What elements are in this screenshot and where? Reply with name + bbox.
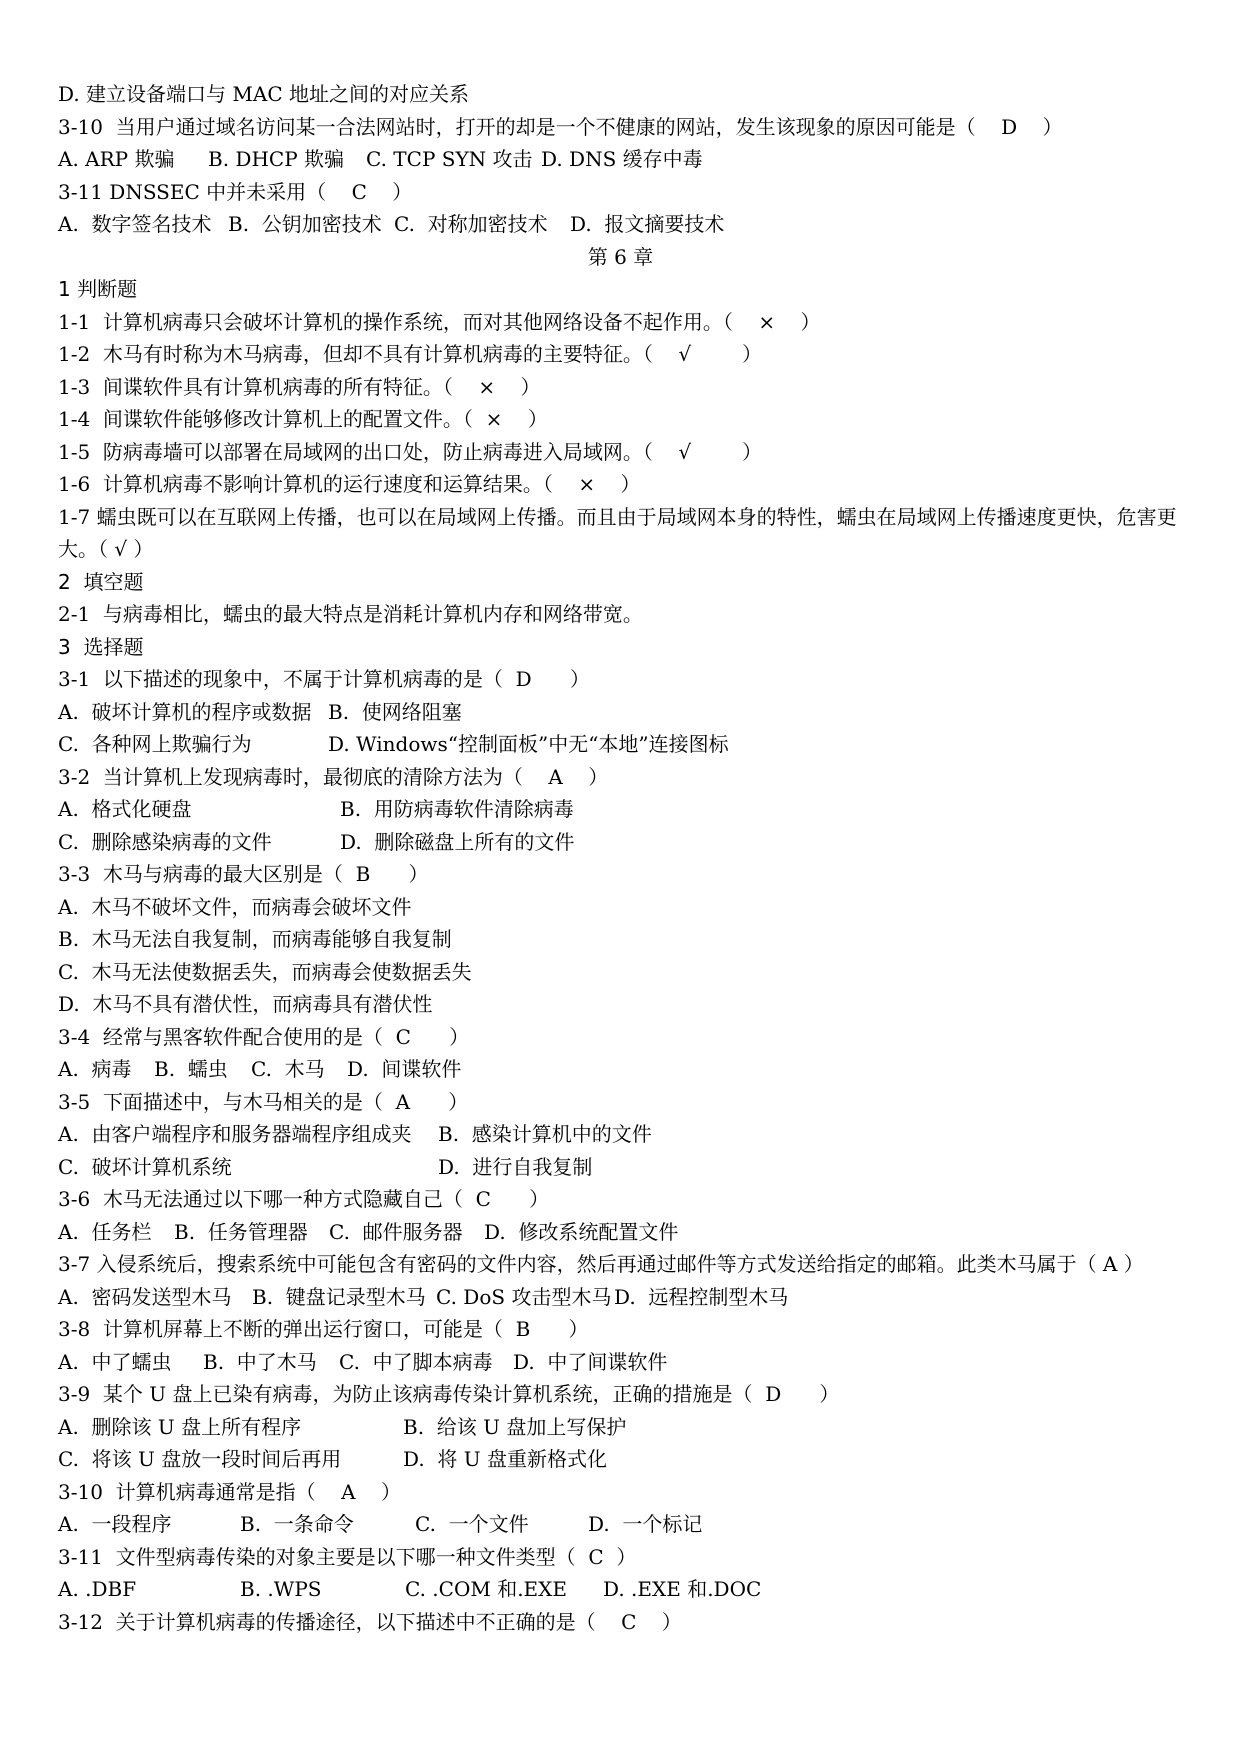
option: A. 删除该 U 盘上所有程序 bbox=[58, 1414, 302, 1439]
option: C. 各种网上欺骗行为 bbox=[58, 732, 252, 756]
option: C. DoS 攻击型木马 bbox=[436, 1284, 612, 1309]
question-line: 3-11 文件型病毒传染的对象主要是以下哪一种文件类型（ C ） bbox=[58, 1544, 637, 1569]
section-heading: 2 填空题 bbox=[58, 569, 144, 594]
question-line: 3-4 经常与黑客软件配合使用的是（ C ） bbox=[58, 1024, 470, 1049]
option: B. 使网络阻塞 bbox=[328, 699, 462, 724]
section-heading: 1 判断题 bbox=[58, 277, 138, 301]
question-line: 1-3 间谍软件具有计算机病毒的所有特征。（ × ） bbox=[58, 374, 541, 399]
option: B. 任务管理器 bbox=[174, 1219, 308, 1244]
option: B. 用防病毒软件清除病毒 bbox=[340, 797, 574, 821]
option: D. 报文摘要技术 bbox=[570, 212, 725, 236]
options-row bbox=[58, 728, 1183, 761]
option: D. 间谍软件 bbox=[347, 1057, 462, 1081]
question-line: 3-5 下面描述中，与木马相关的是（ A ） bbox=[58, 1089, 469, 1114]
options-row bbox=[58, 1508, 1183, 1541]
option: D. .EXE 和.DOC bbox=[603, 1577, 762, 1601]
option: A. 破坏计算机的程序或数据 bbox=[58, 699, 312, 724]
option: C. 对称加密技术 bbox=[394, 212, 548, 236]
options-row bbox=[58, 208, 1183, 241]
options-row bbox=[58, 696, 1183, 729]
options-row bbox=[58, 1411, 1183, 1444]
option: C. .COM 和.EXE bbox=[405, 1577, 567, 1601]
option: A. 病毒 bbox=[58, 1057, 132, 1081]
question-line: 3-9 某个 U 盘上已染有病毒，为防止该病毒传染计算机系统，正确的措施是（ D ） bbox=[58, 1382, 840, 1406]
option: B. 公钥加密技术 bbox=[228, 212, 382, 236]
options-row bbox=[58, 793, 1183, 826]
options-row bbox=[58, 1216, 1183, 1249]
option: D. 修改系统配置文件 bbox=[484, 1219, 679, 1244]
options-row bbox=[58, 143, 1183, 176]
options-row bbox=[58, 1443, 1183, 1476]
option: D. 将 U 盘重新格式化 bbox=[403, 1447, 607, 1471]
option: D. Windows“控制面板”中无“本地”连接图标 bbox=[328, 732, 729, 756]
option: B. DHCP 欺骗 bbox=[208, 147, 345, 171]
option: B. 给该 U 盘加上写保护 bbox=[403, 1414, 627, 1439]
text-line: D. 建立设备端口与 MAC 地址之间的对应关系 bbox=[58, 82, 469, 106]
options-row bbox=[58, 1573, 1183, 1606]
question-line: 1-5 防病毒墙可以部署在局域网的出口处，防止病毒进入局域网。（ √ ） bbox=[58, 439, 762, 464]
option: B. 感染计算机中的文件 bbox=[438, 1122, 652, 1146]
option: C. 木马 bbox=[251, 1057, 325, 1081]
options-row bbox=[58, 1118, 1183, 1151]
question-line: 3-3 木马与病毒的最大区别是（ B ） bbox=[58, 862, 429, 886]
option-line: C. 木马无法使数据丢失，而病毒会使数据丢失 bbox=[58, 959, 472, 984]
option-line: B. 木马无法自我复制，而病毒能够自我复制 bbox=[58, 927, 452, 951]
question-line: 3-8 计算机屏幕上不断的弹出运行窗口，可能是（ B ） bbox=[58, 1317, 589, 1341]
option: C. 破坏计算机系统 bbox=[58, 1154, 232, 1179]
question-line: 1-6 计算机病毒不影响计算机的运行速度和运算结果。（ × ） bbox=[58, 472, 641, 496]
option: C. 中了脚本病毒 bbox=[339, 1349, 493, 1374]
option: A. 格式化硬盘 bbox=[58, 797, 192, 821]
option: A. 由客户端程序和服务器端程序组成夹 bbox=[58, 1122, 412, 1146]
question-line: 3-6 木马无法通过以下哪一种方式隐藏自己（ C ） bbox=[58, 1187, 550, 1211]
question-line: 3-2 当计算机上发现病毒时，最彻底的清除方法为（ A ） bbox=[58, 764, 609, 789]
option: D. 中了间谍软件 bbox=[513, 1349, 668, 1374]
option: C. 一个文件 bbox=[415, 1512, 529, 1536]
option: D. 进行自我复制 bbox=[438, 1154, 593, 1179]
option: A. 任务栏 bbox=[58, 1219, 152, 1244]
question-line: 3-12 关于计算机病毒的传播途径，以下描述中不正确的是（ C ） bbox=[58, 1609, 682, 1634]
question-line: 1-2 木马有时称为木马病毒，但却不具有计算机病毒的主要特征。（ √ ） bbox=[58, 342, 762, 366]
question-line: 3-1 以下描述的现象中，不属于计算机病毒的是（ D ） bbox=[58, 667, 590, 691]
question-line: 2-1 与病毒相比，蠕虫的最大特点是消耗计算机内存和网络带宽。 bbox=[58, 602, 643, 626]
option: C. TCP SYN 攻击 bbox=[366, 147, 533, 171]
option: D. 远程控制型木马 bbox=[614, 1284, 789, 1309]
option-line: D. 木马不具有潜伏性，而病毒具有潜伏性 bbox=[58, 992, 433, 1016]
options-row bbox=[58, 1053, 1183, 1086]
option: D. 删除磁盘上所有的文件 bbox=[340, 829, 575, 854]
option: C. 邮件服务器 bbox=[329, 1219, 463, 1244]
option: A. 一段程序 bbox=[58, 1512, 172, 1536]
question-line: 3-7 入侵系统后，搜索系统中可能包含有密码的文件内容，然后再通过邮件等方式发送给指定的邮箱。此类木马属于（ A ） bbox=[58, 1252, 1144, 1276]
option: A. 密码发送型木马 bbox=[58, 1284, 232, 1309]
option: C. 将该 U 盘放一段时间后再用 bbox=[58, 1447, 342, 1471]
options-row bbox=[58, 1151, 1183, 1184]
options-row bbox=[58, 1281, 1183, 1314]
option: B. 中了木马 bbox=[203, 1349, 317, 1374]
question-line: 1-1 计算机病毒只会破坏计算机的操作系统，而对其他网络设备不起作用。（ × ） bbox=[58, 309, 821, 334]
question-line: 3-10 当用户通过域名访问某一合法网站时，打开的却是一个不健康的网站，发生该现象的原因可能是（ D ） bbox=[58, 114, 1063, 139]
option: B. 一条命令 bbox=[240, 1512, 354, 1536]
option: B. 键盘记录型木马 bbox=[252, 1284, 426, 1309]
section-heading: 3 选择题 bbox=[58, 634, 144, 659]
option: D. 一个标记 bbox=[588, 1512, 703, 1536]
chapter-title: 第 6 章 bbox=[587, 244, 654, 269]
question-line: 1-4 间谍软件能够修改计算机上的配置文件。（ × ） bbox=[58, 407, 548, 431]
question-line: 3-10 计算机病毒通常是指（ A ） bbox=[58, 1479, 401, 1504]
option: A. .DBF bbox=[58, 1577, 137, 1601]
option: A. ARP 欺骗 bbox=[58, 147, 175, 171]
option-line: A. 木马不破坏文件，而病毒会破坏文件 bbox=[58, 894, 412, 919]
page-content bbox=[58, 78, 1183, 1638]
option: C. 删除感染病毒的文件 bbox=[58, 829, 272, 854]
option: A. 数字签名技术 bbox=[58, 212, 212, 236]
options-row bbox=[58, 1346, 1183, 1379]
option: D. DNS 缓存中毒 bbox=[541, 147, 703, 171]
options-row bbox=[58, 826, 1183, 859]
option: B. .WPS bbox=[240, 1577, 322, 1601]
question-line: 1-7 蠕虫既可以在互联网上传播，也可以在局域网上传播。而且由于局域网本身的特性，蠕虫在局域网上传播速度更快，危害更大。（ √ ） bbox=[58, 504, 1177, 561]
question-line: 3-11 DNSSEC 中并未采用（ C ） bbox=[58, 179, 413, 204]
option: B. 蠕虫 bbox=[154, 1057, 228, 1081]
option: A. 中了蠕虫 bbox=[58, 1349, 172, 1374]
